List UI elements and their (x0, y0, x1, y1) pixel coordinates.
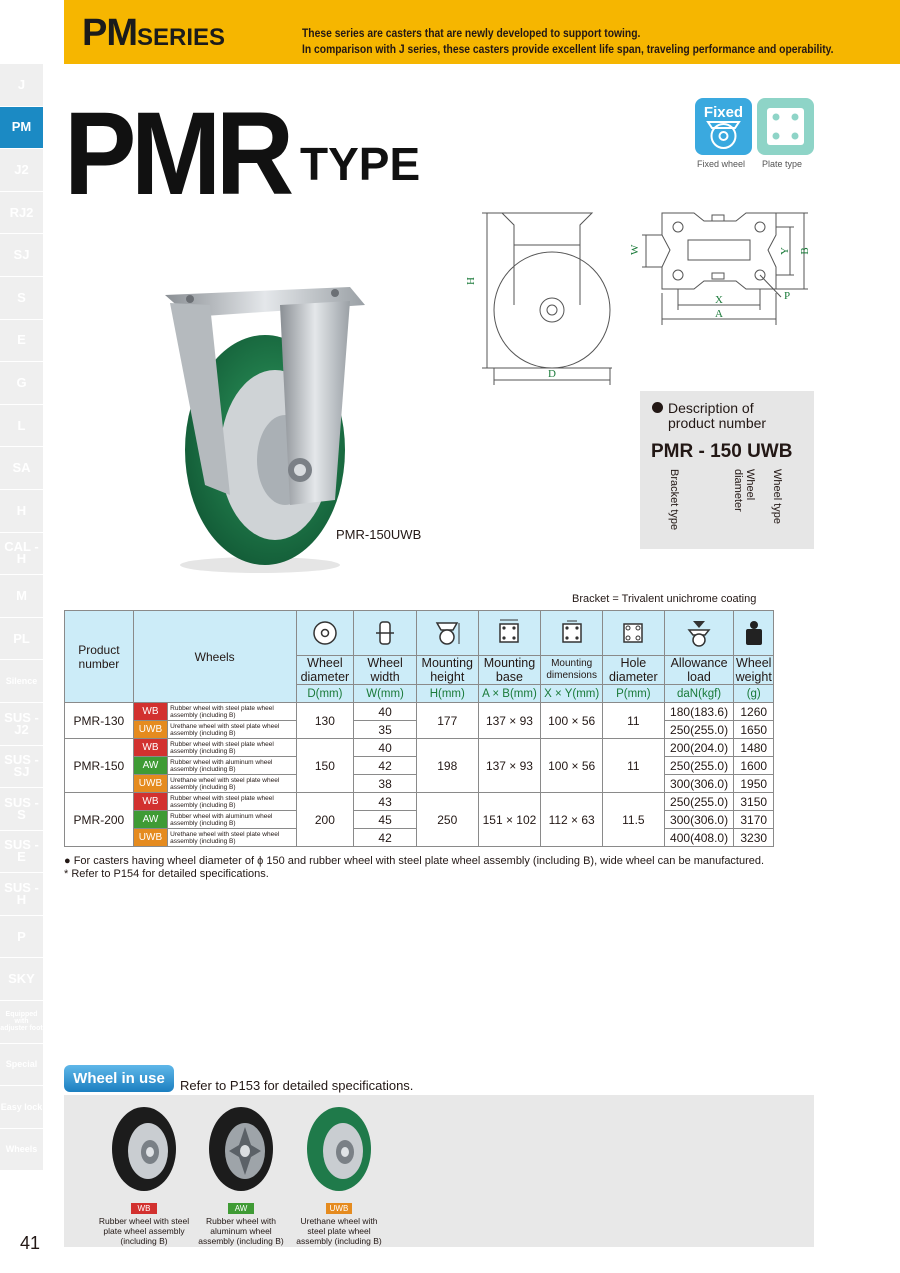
nav-item-pm[interactable]: PM (0, 107, 43, 150)
weight-cell: 1480 (734, 739, 774, 757)
diameter-cell: 130 (296, 703, 354, 739)
fixed-wheel-label: Fixed wheel (697, 159, 746, 169)
product-number-description (640, 391, 814, 549)
base-cell: 151 × 102 (478, 793, 541, 847)
hole-cell: 11 (603, 739, 665, 793)
load-cell: 300(306.0) (664, 811, 734, 829)
wheel-type-badge: AW (133, 757, 167, 775)
series-title-small: SERIES (137, 24, 226, 51)
plate-type-icon (757, 98, 814, 155)
width-cell: 42 (354, 829, 417, 847)
series-desc-line2: In comparison with J series, these casters provide excellent life span, traveling performance and operability. (302, 42, 834, 56)
bullet-icon (652, 402, 663, 413)
wheel-description: Rubber wheel with aluminum wheel assembly (including B) (168, 811, 296, 829)
weight-cell: 3170 (734, 811, 774, 829)
dims-cell: 100 × 56 (541, 703, 603, 739)
mounting-dimensions-icon (557, 618, 587, 648)
photo-caption: PMR-150UWB (336, 527, 422, 542)
model-cell: PMR-150 (65, 739, 134, 793)
th-icon-width (354, 611, 417, 656)
wheel-type-badge: WB (133, 739, 167, 757)
product-title-main: PMR (64, 88, 289, 220)
table-row (65, 703, 774, 721)
load-cell: 180(183.6) (664, 703, 734, 721)
wheel-width-icon (370, 618, 400, 648)
wheel-description: Rubber wheel with steel plate wheel assembly (including B) (168, 703, 296, 721)
nav-item-sus-e[interactable]: SUS -E (0, 831, 43, 874)
height-cell: 177 (416, 703, 478, 739)
wheel-description: Urethane wheel with steel plate wheel assembly (including B) (168, 775, 296, 793)
weight-cell: 1600 (734, 757, 774, 775)
description-title-line1: Description of (668, 400, 754, 416)
nav-item-sus-j2[interactable]: SUS -J2 (0, 703, 43, 746)
width-cell: 35 (354, 721, 417, 739)
load-cell: 400(408.0) (664, 829, 734, 847)
nav-item-sus-h[interactable]: SUS -H (0, 873, 43, 916)
model-cell: PMR-130 (65, 703, 134, 739)
wheel-description: Rubber wheel with steel plate wheel assembly (including B) (168, 793, 296, 811)
nav-item-sky[interactable]: SKY (0, 958, 43, 1001)
allowance-load-icon (684, 618, 714, 648)
th-icon-weight (734, 611, 774, 656)
wheel-type-badge: UWB (133, 775, 167, 793)
nav-item-g[interactable]: G (0, 362, 43, 405)
weight-cell: 3230 (734, 829, 774, 847)
table-row (65, 793, 774, 811)
wheel-caption-line3: assembly (including B) (296, 1236, 382, 1246)
dim-label-d: D (548, 368, 556, 380)
rubber-aluminum-wheel-image (201, 1105, 281, 1193)
mounting-base-icon (494, 618, 524, 648)
th-unit-load: daN(kgf) (664, 685, 734, 703)
weight-cell: 1260 (734, 703, 774, 721)
nav-item-p[interactable]: P (0, 916, 43, 959)
series-title-big: PM (82, 12, 137, 54)
load-cell: 300(306.0) (664, 775, 734, 793)
wheel-diameter-icon (310, 618, 340, 648)
example-product-number: PMR - 150 UWB (651, 441, 793, 462)
dim-label-x: X (715, 294, 723, 306)
urethane-steel-wheel-image (299, 1105, 379, 1193)
wheel-description: Rubber wheel with steel plate wheel assembly (including B) (168, 739, 296, 757)
th-hole-diameter: Hole diameter (603, 656, 665, 685)
th-icon-load (664, 611, 734, 656)
nav-item-j2[interactable]: J2 (0, 149, 43, 192)
table-notes (64, 855, 764, 880)
nav-item-j[interactable]: J (0, 64, 43, 107)
th-icon-base (478, 611, 541, 656)
weight-cell: 1650 (734, 721, 774, 739)
nav-item-wheels[interactable]: Wheels (0, 1129, 43, 1172)
base-cell: 137 × 93 (478, 739, 541, 793)
dim-label-w: W (629, 244, 641, 255)
product-title (64, 88, 421, 220)
th-wheel-diameter: Wheel diameter (296, 656, 354, 685)
width-cell: 38 (354, 775, 417, 793)
th-unit-ab: A × B(mm) (478, 685, 541, 703)
th-unit-xy: X × Y(mm) (541, 685, 603, 703)
dim-label-a: A (715, 308, 723, 320)
series-title (82, 14, 225, 52)
model-cell: PMR-200 (65, 793, 134, 847)
th-wheels: Wheels (133, 611, 296, 703)
fixed-badge-text: Fixed (703, 104, 744, 121)
label-wheel-diameter: Wheel diameter (732, 469, 756, 512)
height-cell: 250 (416, 793, 478, 847)
wheel-caption-line1: Rubber wheel with steel (98, 1216, 190, 1226)
wheel-description: Urethane wheel with steel plate wheel assembly (including B) (168, 829, 296, 847)
wheel-description: Rubber wheel with aluminum wheel assembly (including B) (168, 757, 296, 775)
dim-label-b: B (799, 247, 811, 255)
th-unit-w: W(mm) (354, 685, 417, 703)
nav-item-h[interactable]: H (0, 490, 43, 533)
height-cell: 198 (416, 739, 478, 793)
th-wheel-weight: Wheel weight (735, 656, 772, 684)
wheel-tag-uwb: UWB (326, 1203, 352, 1214)
dims-cell: 100 × 56 (541, 739, 603, 793)
note-line1: ● For casters having wheel diameter of ϕ 150 and rubber wheel with steel plate wheel assembly (including B), wide wheel can be manufactured. (64, 855, 765, 867)
th-mounting-dimensions: Mounting dimensions (541, 656, 603, 685)
th-unit-d: D(mm) (296, 685, 354, 703)
th-unit-weight: (g) (734, 685, 774, 703)
page-number: 41 (20, 1233, 41, 1253)
wheel-type-badge: WB (133, 793, 167, 811)
dim-label-p: P (784, 290, 791, 302)
load-cell: 200(204.0) (664, 739, 734, 757)
bracket-note: Bracket = Trivalent unichrome coating (572, 593, 757, 605)
wheel-caption-line2: steel plate wheel (307, 1226, 371, 1236)
load-cell: 250(255.0) (664, 721, 734, 739)
th-allowance-load: Allowance load (664, 656, 734, 685)
hole-cell: 11 (603, 703, 665, 739)
wheel-tag-wb: WB (131, 1203, 157, 1214)
wheel-caption-line1: Urethane wheel with (300, 1216, 378, 1226)
note-line2: * Refer to P154 for detailed specifications. (64, 867, 269, 880)
wheel-type-badge: WB (133, 703, 167, 721)
weight-cell: 3150 (734, 793, 774, 811)
nav-item-easy-lock[interactable]: Easy lock (0, 1086, 43, 1129)
th-product-number: Product number (65, 611, 134, 703)
product-title-suffix: TYPE (300, 138, 421, 190)
nav-item-silence[interactable]: Silence (0, 660, 43, 703)
wheel-type-badge: UWB (133, 829, 167, 847)
plate-view-drawing (626, 205, 816, 330)
wheel-type-badge: AW (133, 811, 167, 829)
series-desc-line1: These series are casters that are newly developed to support towing. (302, 26, 641, 40)
fixed-wheel-badge (695, 98, 752, 155)
wheel-caption-line3: (including B) (120, 1236, 168, 1246)
nav-item-cal-h[interactable]: CAL -H (0, 533, 43, 576)
nav-item-pl[interactable]: PL (0, 618, 43, 661)
wheel-item-wb (94, 1105, 194, 1246)
series-side-nav (0, 64, 43, 1171)
wheel-type-badge: UWB (133, 721, 167, 739)
nav-item-s[interactable]: S (0, 277, 43, 320)
label-bracket-type: Bracket type (668, 469, 680, 531)
width-cell: 40 (354, 739, 417, 757)
width-cell: 43 (354, 793, 417, 811)
series-description (302, 25, 833, 57)
width-cell: 42 (354, 757, 417, 775)
nav-item-sus-s[interactable]: SUS -S (0, 788, 43, 831)
th-mounting-base: Mounting base (478, 656, 541, 685)
th-unit-h: H(mm) (416, 685, 478, 703)
series-header (64, 0, 900, 64)
th-mounting-height: Mounting height (416, 656, 478, 685)
th-unit-p: P(mm) (603, 685, 665, 703)
th-icon-dimensions (541, 611, 603, 656)
nav-item-sj[interactable]: SJ (0, 234, 43, 277)
description-title-line2: product number (668, 415, 767, 431)
description-title (652, 401, 766, 431)
rubber-steel-wheel-image (104, 1105, 184, 1193)
hole-cell: 11.5 (603, 793, 665, 847)
side-view-drawing (462, 205, 632, 395)
nav-item-e[interactable]: E (0, 320, 43, 363)
nav-item-rj2[interactable]: RJ2 (0, 192, 43, 235)
dim-label-h: H (465, 277, 477, 285)
wheel-in-use-reference: Refer to P153 for detailed specifications. (180, 1078, 414, 1093)
th-icon-hole (603, 611, 665, 656)
hole-diameter-icon (618, 618, 648, 648)
fixed-wheel-icon (695, 98, 752, 155)
nav-item-m[interactable]: M (0, 575, 43, 618)
wheel-weight-icon (739, 618, 769, 648)
wheel-in-use-button[interactable]: Wheel in use (64, 1065, 174, 1092)
nav-item-sa[interactable]: SA (0, 447, 43, 490)
wheel-item-uwb (289, 1105, 389, 1246)
wheel-caption-line2: aluminum wheel (210, 1226, 272, 1236)
width-cell: 45 (354, 811, 417, 829)
mounting-height-icon (432, 618, 462, 648)
spec-table (64, 610, 774, 847)
load-cell: 250(255.0) (664, 757, 734, 775)
diameter-cell: 150 (296, 739, 354, 793)
nav-item-sus-sj[interactable]: SUS -SJ (0, 746, 43, 789)
width-cell: 40 (354, 703, 417, 721)
base-cell: 137 × 93 (478, 703, 541, 739)
dim-label-y: Y (779, 247, 791, 255)
label-wheel-type: Wheel type (771, 469, 783, 525)
nav-item-l[interactable]: L (0, 405, 43, 448)
wheel-description: Urethane wheel with steel plate wheel assembly (including B) (168, 721, 296, 739)
load-cell: 250(255.0) (664, 793, 734, 811)
th-icon-height (416, 611, 478, 656)
plate-type-badge (757, 98, 814, 155)
dims-cell: 112 × 63 (541, 793, 603, 847)
th-wheel-width: Wheel width (354, 656, 417, 685)
nav-item-special[interactable]: Special (0, 1044, 43, 1087)
wheel-caption-line2: plate wheel assembly (103, 1226, 185, 1236)
wheel-caption-line1: Rubber wheel with (206, 1216, 276, 1226)
th-icon-diameter (296, 611, 354, 656)
table-row (65, 739, 774, 757)
wheel-caption-line3: assembly (including B) (198, 1236, 284, 1246)
wheel-tag-aw: AW (228, 1203, 254, 1214)
plate-type-label: Plate type (762, 159, 803, 169)
nav-item-adjuster-foot[interactable]: Equipped with adjuster foot (0, 1001, 43, 1044)
weight-cell: 1950 (734, 775, 774, 793)
diameter-cell: 200 (296, 793, 354, 847)
wheel-item-aw (191, 1105, 291, 1246)
